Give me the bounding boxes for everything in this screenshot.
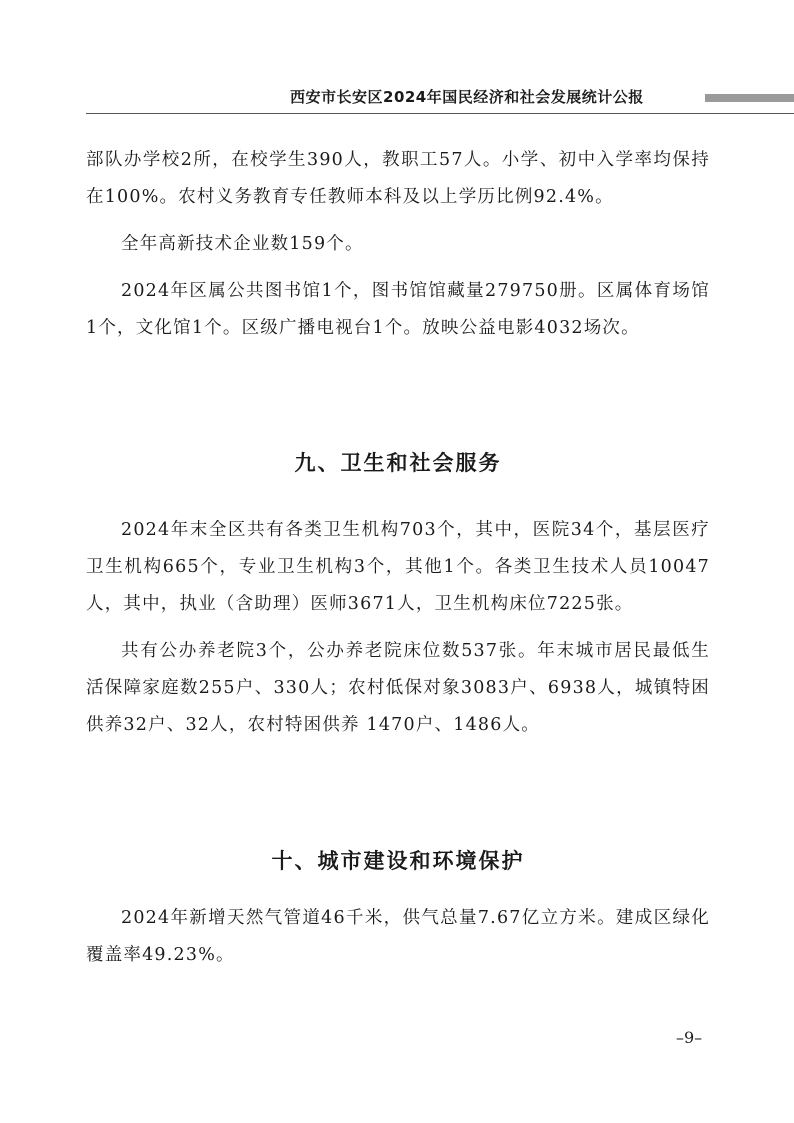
paragraph-social-services: 共有公办养老院3个，公办养老院床位数537张。年末城市居民最低生活保障家庭数255户、330人；农村低保对象3083户、6938人，城镇特困供养32户、32人，农村特困供养 1470户、1486人。 [86,641,710,735]
header-decorative-bar [705,94,794,102]
paragraph-education: 部队办学校2所，在校学生390人，教职工57人。小学、初中入学率均保持在100%。农村义务教育专任教师本科及以上学历比例92.4%。 [86,150,710,207]
page-header [0,84,794,112]
page-number: –9– [676,1028,703,1047]
top-content [86,142,710,347]
paragraph-health-institutions: 2024年末全区共有各类卫生机构703个，其中，医院34个，基层医疗卫生机构665个，专业卫生机构3个，其他1个。各类卫生技术人员10047人，其中，执业（含助理）医师3671人，卫生机构床位7225张。 [86,520,710,614]
section-title-health: 九、卫生和社会服务 [294,451,502,475]
paragraph-hightech: 全年高新技术企业数159个。 [121,234,364,254]
header-rule [86,113,794,114]
section-urban-content [86,900,710,974]
section-title-urban: 十、城市建设和环境保护 [271,849,525,873]
paragraph-culture: 2024年区属公共图书馆1个，图书馆馆藏量279750册。区属体育场馆1个，文化馆1个。区级广播电视台1个。放映公益电影4032场次。 [86,281,710,338]
header-title: 西安市长安区2024年国民经济和社会发展统计公报 [290,88,644,106]
paragraph-urban: 2024年新增天然气管道46千米，供气总量7.67亿立方米。建成区绿化覆盖率49.23%。 [86,908,710,965]
section-health-content [86,512,710,744]
